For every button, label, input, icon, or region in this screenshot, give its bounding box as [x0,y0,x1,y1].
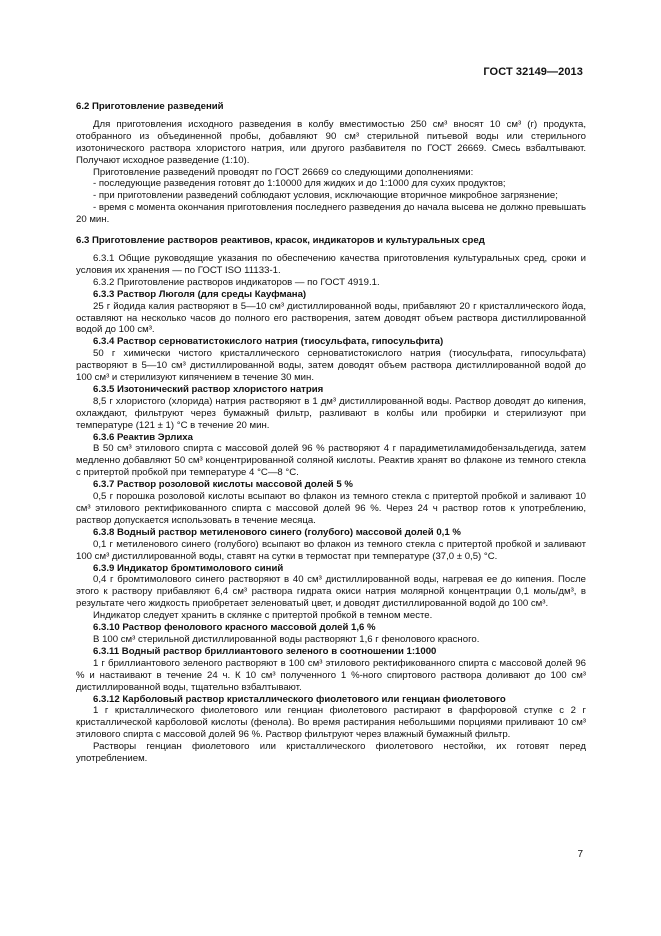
body-paragraph: 8,5 г хлористого (хлорида) натрия растворяют в 1 дм³ дистиллированной воды. Раствор доводят до кипения, охлаждают, фильтруют через бумажный фильтр, разливают в колбы или пробирки и стерилизуют при температуре (121 ± 1) °С в течение 20 мин. [76,395,586,431]
subsection-heading: 6.3.11 Водный раствор бриллиантового зеленого в соотношении 1:1000 [93,645,437,657]
body-paragraph: В 100 см³ стерильной дистиллированной воды растворяют 1,6 г фенолового красного. [93,633,480,645]
subsection-heading: 6.3.7 Раствор розоловой кислоты массовой долей 5 % [93,479,353,491]
body-paragraph: 1 г кристаллического фиолетового или генциан фиолетового растирают в фарфоровой ступке с 2 г кристаллической карболовой кислоты (фенола). Во время растирания небольшими порциями приливают 10 см³ этилового спирта с массовой долей 96 %. Раствор фильтруют через влажный бумажный фильтр. [76,705,586,741]
section-heading: 6.2 Приготовление разведений [76,101,224,112]
section-heading: 6.3 Приготовление растворов реактивов, красок, индикаторов и культуральных сред [76,235,485,247]
body-paragraph: 1 г бриллиантового зеленого растворяют в 100 см³ этилового ректификованного спирта с массовой долей 96 % и настаивают в течение 24 ч. К 10 см³ полученного 1 %-ного спиртового раствора доливают до 100 см³ дистиллированной воды, тщательно взбалтывают. [76,657,586,693]
subsection-heading: 6.3.9 Индикатор бромтимолового синий [93,562,284,574]
subsection-heading: 6.3.8 Водный раствор метиленового синего (голубого) массовой долей 0,1 % [93,526,461,538]
body-paragraph: 50 г химически чистого кристаллического серноватистокислого натрия (тиосульфата, гипосульфата) растворяют в 5—10 см³ дистиллированной воды, затем доводят объем раствора дистиллированной водой до 100 см³ и стерилизуют кипячением в течение 30 мин. [76,348,586,384]
body-paragraph: Растворы генциан фиолетового или кристаллического фиолетового нестойки, их готовят перед употреблением. [76,741,586,765]
body-paragraph: 25 г йодида калия растворяют в 5—10 см³ дистиллированной воды, прибавляют 20 г кристаллического йода, оставляют на несколько часов до полного его растворения, затем доводят объем раствора дистиллированной водой до 100 см³. [76,300,586,336]
subsection-heading: 6.3.4 Раствор серноватистокислого натрия (тиосульфата, гипосульфита) [93,336,444,348]
body-paragraph: - время с момента окончания приготовления последнего разведения до начала высева не должно превышать 20 мин. [76,202,586,226]
page-number: 7 [577,849,583,860]
document-code-header: ГОСТ 32149—2013 [483,66,583,78]
body-paragraph: - при приготовлении разведений соблюдают условия, исключающие вторичное микробное загрязнение; [93,190,558,202]
document-body [76,92,586,765]
body-paragraph: 0,4 г бромтимолового синего растворяют в 40 см³ дистиллированной воды, нагревая ее до кипения. После этого к раствору прибавляют 6,4 см³ раствора гидрата окиси натрия молярной концентрации 0,1 моль/дм³, в результате чего жидкость приобретает зеленоватый цвет, и доводят дистиллированной водой до 100 см³. [76,574,586,610]
body-paragraph: 0,5 г порошка розоловой кислоты всыпают во флакон из темного стекла с притертой пробкой и заливают 10 см³ этилового ректификованного спирта с массовой долей 96 %. Через 24 ч раствор готов к употреблению, раствор допускается использовать в течение месяца. [76,491,586,526]
body-paragraph: В 50 см³ этилового спирта с массовой долей 96 % растворяют 4 г парадиметиламидобензальдегида, затем медленно добавляют 50 см³ концентрированной соляной кислоты. Реактив хранят во флаконе из темного стекла с притертой пробкой при температуре 4 °С—8 °С. [76,443,586,479]
subsection-heading: 6.3.10 Раствор фенолового красного массовой долей 1,6 % [93,622,376,634]
body-paragraph: Индикатор следует хранить в склянке с притертой пробкой в темном месте. [93,610,433,622]
subsection-heading: 6.3.3 Раствор Люголя (для среды Кауфмана) [93,288,307,300]
subsection-heading: 6.3.12 Карболовый раствор кристаллического фиолетового или генциан фиолетового [93,693,506,705]
body-paragraph: 0,1 г метиленового синего (голубого) всыпают во флакон из темного стекла с притертой пробкой и заливают 100 см³ дистиллированной воды, ставят на сутки в термостат при температуре (37,0 ± 0,5) °С. [76,538,586,562]
body-paragraph: 6.3.2 Приготовление растворов индикаторов — по ГОСТ 4919.1. [93,276,380,288]
subsection-heading: 6.3.5 Изотонический раствор хлористого натрия [93,383,324,395]
body-paragraph: 6.3.1 Общие руководящие указания по обеспечению качества приготовления культуральных сред, сроки и условия их хранения — по ГОСТ ISO 11133-1. [76,252,586,276]
body-paragraph: Для приготовления исходного разведения в колбу вместимостью 250 см³ вносят 10 см³ (г) продукта, отобранного из объединенной пробы, добавляют 90 см³ стерильной питьевой воды или стерильного изотонического раствора хлористого натрия, или другого разбавителя по ГОСТ 26669. Смесь взбалтывают. Получают исходное разведение (1:10). [76,118,586,166]
subsection-heading: 6.3.6 Реактив Эрлиха [93,431,193,443]
body-paragraph: - последующие разведения готовят до 1:10000 для жидких и до 1:1000 для сухих продуктов; [93,178,506,190]
body-paragraph: Приготовление разведений проводят по ГОСТ 26669 со следующими дополнениями: [93,166,474,178]
